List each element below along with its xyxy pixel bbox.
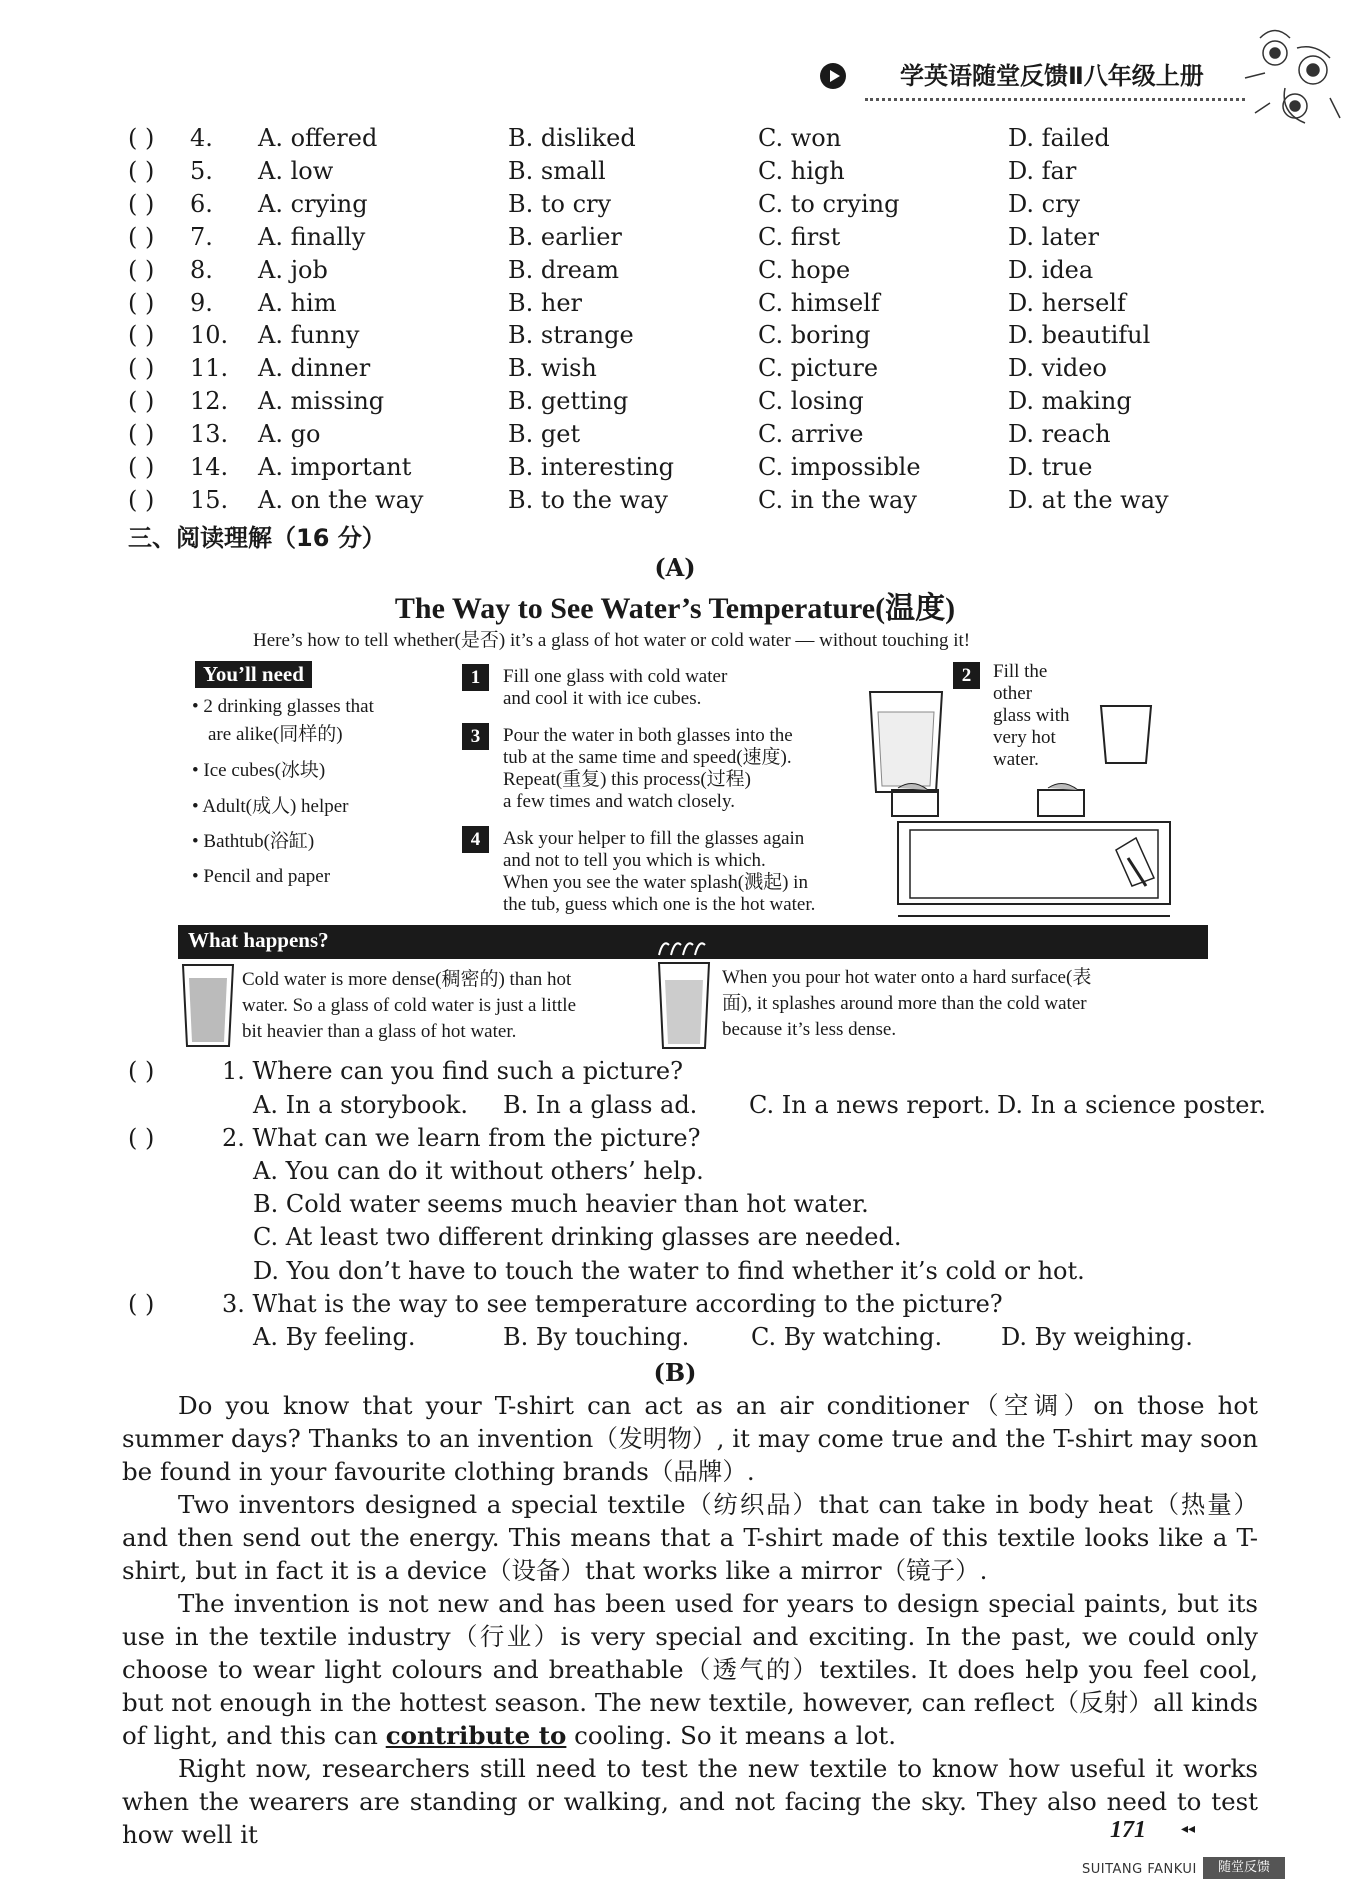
- need-item: are alike(同样的): [208, 724, 343, 745]
- answer-blank[interactable]: ( ): [128, 124, 155, 152]
- paragraph: The invention is not new and has been used for years to design special paints, but its use in the textile industry（行业）is very special and exciting. In the past, we could only choose to wear light colours and breathable（透气的）textiles. It does help you feel cool, but not enough in the hottest season. The new textile, however, can reflect（反射）all kinds of light, and this can contribute to cooling. So it means a lot.: [122, 1589, 1258, 1750]
- option-b: B. get: [508, 420, 581, 449]
- cloze-row: [128, 223, 1278, 256]
- need-item: • Adult(成人) helper: [192, 796, 349, 817]
- answer-blank[interactable]: ( ): [128, 420, 155, 449]
- option-c: C. impossible: [758, 453, 921, 481]
- paragraph: Right now, researchers still need to test the new textile to know how useful it works when the wearers are standing or walking, and not facing the sky. They also need to test how well it: [122, 1754, 1258, 1849]
- cold-glass-icon: [180, 962, 236, 1050]
- option: B. By touching.: [503, 1323, 690, 1351]
- passage-b-label: (B): [653, 1358, 697, 1387]
- option-b: B. to cry: [508, 189, 612, 218]
- paragraph: Two inventors designed a special textile（纺织品）that can take in body heat（热量）and then send out the energy. This means that a T-shirt made of this textile looks like a T-shirt, but in fact it is a device（设备）that works like a mirror（镜子）.: [122, 1490, 1258, 1585]
- need-item: • Bathtub(浴缸): [192, 831, 315, 852]
- option-b: B. earlier: [508, 222, 622, 251]
- poster-subtitle: Here’s how to tell whether(是否) it’s a glass of hot water or cold water — without touching it!: [253, 630, 971, 651]
- paragraph: Do you know that your T-shirt can act as an air conditioner（空调）on those hot summer days? Thanks to an invention（发明物）, it may come true and the T-shirt may soon be found in your favourite clothing brands（品牌）.: [122, 1391, 1258, 1486]
- question-number: 13.: [190, 420, 229, 449]
- option-d: D. failed: [1008, 124, 1110, 152]
- question-number: 9.: [190, 288, 213, 317]
- option-b: B. strange: [508, 321, 634, 350]
- option-d: D. far: [1008, 156, 1077, 185]
- question-number: 10.: [190, 321, 229, 350]
- cloze-row: [128, 256, 1278, 289]
- need-item: • Ice cubes(冰块): [192, 760, 326, 781]
- option-b: B. interesting: [508, 453, 675, 481]
- step-number: 4: [462, 826, 489, 853]
- option: B. Cold water seems much heavier than hot water.: [253, 1190, 869, 1218]
- option: D. You don’t have to touch the water to find whether it’s cold or hot.: [253, 1257, 1085, 1285]
- option-b: B. dream: [508, 255, 619, 284]
- answer-blank[interactable]: ( ): [128, 288, 155, 317]
- question-number: 12.: [190, 387, 229, 416]
- cloze-row: [128, 453, 1278, 486]
- option-b: B. to the way: [508, 485, 668, 514]
- option: C. By watching.: [751, 1323, 943, 1351]
- passage-a-label: (A): [654, 553, 696, 582]
- need-tag: You’ll need: [195, 661, 312, 688]
- option-c: C. first: [758, 222, 841, 251]
- pouring-hands-icon: [888, 780, 1128, 820]
- option-a: A. important: [258, 453, 412, 481]
- option-c: C. boring: [758, 321, 871, 350]
- answer-blank[interactable]: ( ): [128, 1057, 155, 1085]
- option-a: A. finally: [258, 222, 366, 251]
- question-number: 8.: [190, 255, 213, 284]
- question-number: 4.: [190, 124, 213, 152]
- answer-blank[interactable]: ( ): [128, 189, 155, 218]
- option: D. By weighing.: [1001, 1323, 1193, 1351]
- option-d: D. beautiful: [1008, 321, 1151, 350]
- answer-blank[interactable]: ( ): [128, 387, 155, 416]
- option-b: B. her: [508, 288, 583, 317]
- option: A. By feeling.: [253, 1323, 416, 1351]
- wave-icon: [655, 935, 709, 959]
- page-number: 171: [1110, 1817, 1146, 1843]
- step-text: Pour the water in both glasses into the tub at the same time and speed(速度). Repeat(重复) this process(过程) a few times and watch closely.: [503, 725, 793, 812]
- underlined-phrase: contribute to: [385, 1721, 567, 1750]
- answer-blank[interactable]: ( ): [128, 255, 155, 284]
- cloze-row: [128, 354, 1278, 387]
- step-text: Ask your helper to fill the glasses again and not to tell you which is which. When you see the water splash(溅起) in the tub, guess which one is the hot water.: [503, 828, 816, 915]
- option-a: A. on the way: [258, 485, 424, 514]
- option-a: A. funny: [258, 321, 360, 350]
- option: C. At least two different drinking glasses are needed.: [253, 1223, 902, 1251]
- option-c: C. arrive: [758, 420, 864, 449]
- question-number: 14.: [190, 453, 229, 481]
- option-a: A. dinner: [258, 354, 371, 383]
- question-number: 6.: [190, 189, 213, 218]
- cloze-row: [128, 124, 1278, 157]
- option-c: C. high: [758, 156, 845, 185]
- option: B. In a glass ad.: [503, 1091, 698, 1119]
- option-a: A. offered: [258, 124, 378, 152]
- answer-blank[interactable]: ( ): [128, 453, 155, 481]
- cloze-row: [128, 157, 1278, 190]
- option-a: A. go: [258, 420, 321, 449]
- section-heading: 三、阅读理解（16 分）: [128, 524, 386, 552]
- step-number: 3: [462, 723, 489, 750]
- arrow-icon: ◂◂: [1181, 1821, 1196, 1837]
- answer-blank[interactable]: ( ): [128, 354, 155, 383]
- option-d: D. video: [1008, 354, 1107, 383]
- cloze-row: [128, 486, 1278, 519]
- option-d: D. idea: [1008, 255, 1094, 284]
- header-divider: [865, 98, 1245, 101]
- cloze-row: [128, 420, 1278, 453]
- option: C. In a news report.: [749, 1091, 991, 1119]
- answer-blank[interactable]: ( ): [128, 1124, 155, 1152]
- option: D. In a science poster.: [997, 1091, 1266, 1119]
- option-d: D. later: [1008, 222, 1099, 251]
- cloze-row: [128, 190, 1278, 223]
- answer-blank[interactable]: ( ): [128, 1290, 155, 1318]
- option-c: C. hope: [758, 255, 851, 284]
- cloze-row: [128, 321, 1278, 354]
- flower-decoration-icon: [1235, 18, 1345, 138]
- question-number: 7.: [190, 222, 213, 251]
- step-number: 2: [953, 662, 980, 689]
- answer-blank[interactable]: ( ): [128, 156, 155, 185]
- option-a: A. him: [258, 288, 337, 317]
- option-d: D. true: [1008, 453, 1093, 481]
- need-item: • Pencil and paper: [192, 866, 331, 887]
- option-d: D. herself: [1008, 288, 1126, 317]
- option-c: C. won: [758, 124, 842, 152]
- option: A. In a storybook.: [253, 1091, 468, 1119]
- hot-water-explanation: When you pour hot water onto a hard surface(表 面), it splashes around more than the cold water because it’s less dense.: [722, 967, 1092, 1040]
- option-b: B. wish: [508, 354, 597, 383]
- answer-blank[interactable]: ( ): [128, 485, 155, 514]
- poster-title: The Way to See Water’s Temperature(温度): [394, 592, 956, 625]
- question-number: 15.: [190, 485, 229, 514]
- option-c: C. losing: [758, 387, 864, 416]
- option-c: C. to crying: [758, 189, 900, 218]
- play-icon: [820, 63, 846, 89]
- option-b: B. disliked: [508, 124, 636, 152]
- answer-blank[interactable]: ( ): [128, 321, 155, 350]
- hot-glass-icon: [656, 960, 712, 1052]
- option-b: B. getting: [508, 387, 629, 416]
- step-text: Fill one glass with cold water and cool it with ice cubes.: [503, 666, 728, 709]
- cloze-row: [128, 387, 1278, 420]
- option-d: D. at the way: [1008, 485, 1169, 514]
- question-number: 5.: [190, 156, 213, 185]
- bathtub-icon: [896, 820, 1172, 922]
- option-a: A. job: [258, 255, 328, 284]
- book-title: 学英语随堂反馈Ⅱ八年级上册: [900, 62, 1204, 90]
- option-a: A. low: [258, 156, 334, 185]
- step-text: Fill the other glass with very hot water.: [993, 661, 1070, 770]
- option-a: A. crying: [258, 189, 368, 218]
- option-d: D. making: [1008, 387, 1132, 416]
- option-d: D. cry: [1008, 189, 1081, 218]
- hot-glass-icon: [1098, 703, 1154, 767]
- answer-blank[interactable]: ( ): [128, 222, 155, 251]
- need-item: • 2 drinking glasses that: [192, 696, 374, 717]
- option-c: C. picture: [758, 354, 879, 383]
- option-a: A. missing: [258, 387, 385, 416]
- cold-water-explanation: Cold water is more dense(稠密的) than hot water. So a glass of cold water is just a little bit heavier than a glass of hot water.: [242, 969, 577, 1042]
- question-number: 11.: [190, 354, 229, 383]
- footer-badge: 随堂反馈: [1203, 1857, 1285, 1879]
- option-b: B. small: [508, 156, 606, 185]
- option-d: D. reach: [1008, 420, 1111, 449]
- option-c: C. himself: [758, 288, 880, 317]
- option: A. You can do it without others’ help.: [253, 1157, 704, 1185]
- step-number: 1: [462, 664, 489, 691]
- cloze-row: [128, 289, 1278, 322]
- footer-brand: SUITANG FANKUI: [1082, 1862, 1197, 1877]
- what-happens-heading: What happens?: [188, 928, 329, 952]
- option-c: C. in the way: [758, 485, 917, 514]
